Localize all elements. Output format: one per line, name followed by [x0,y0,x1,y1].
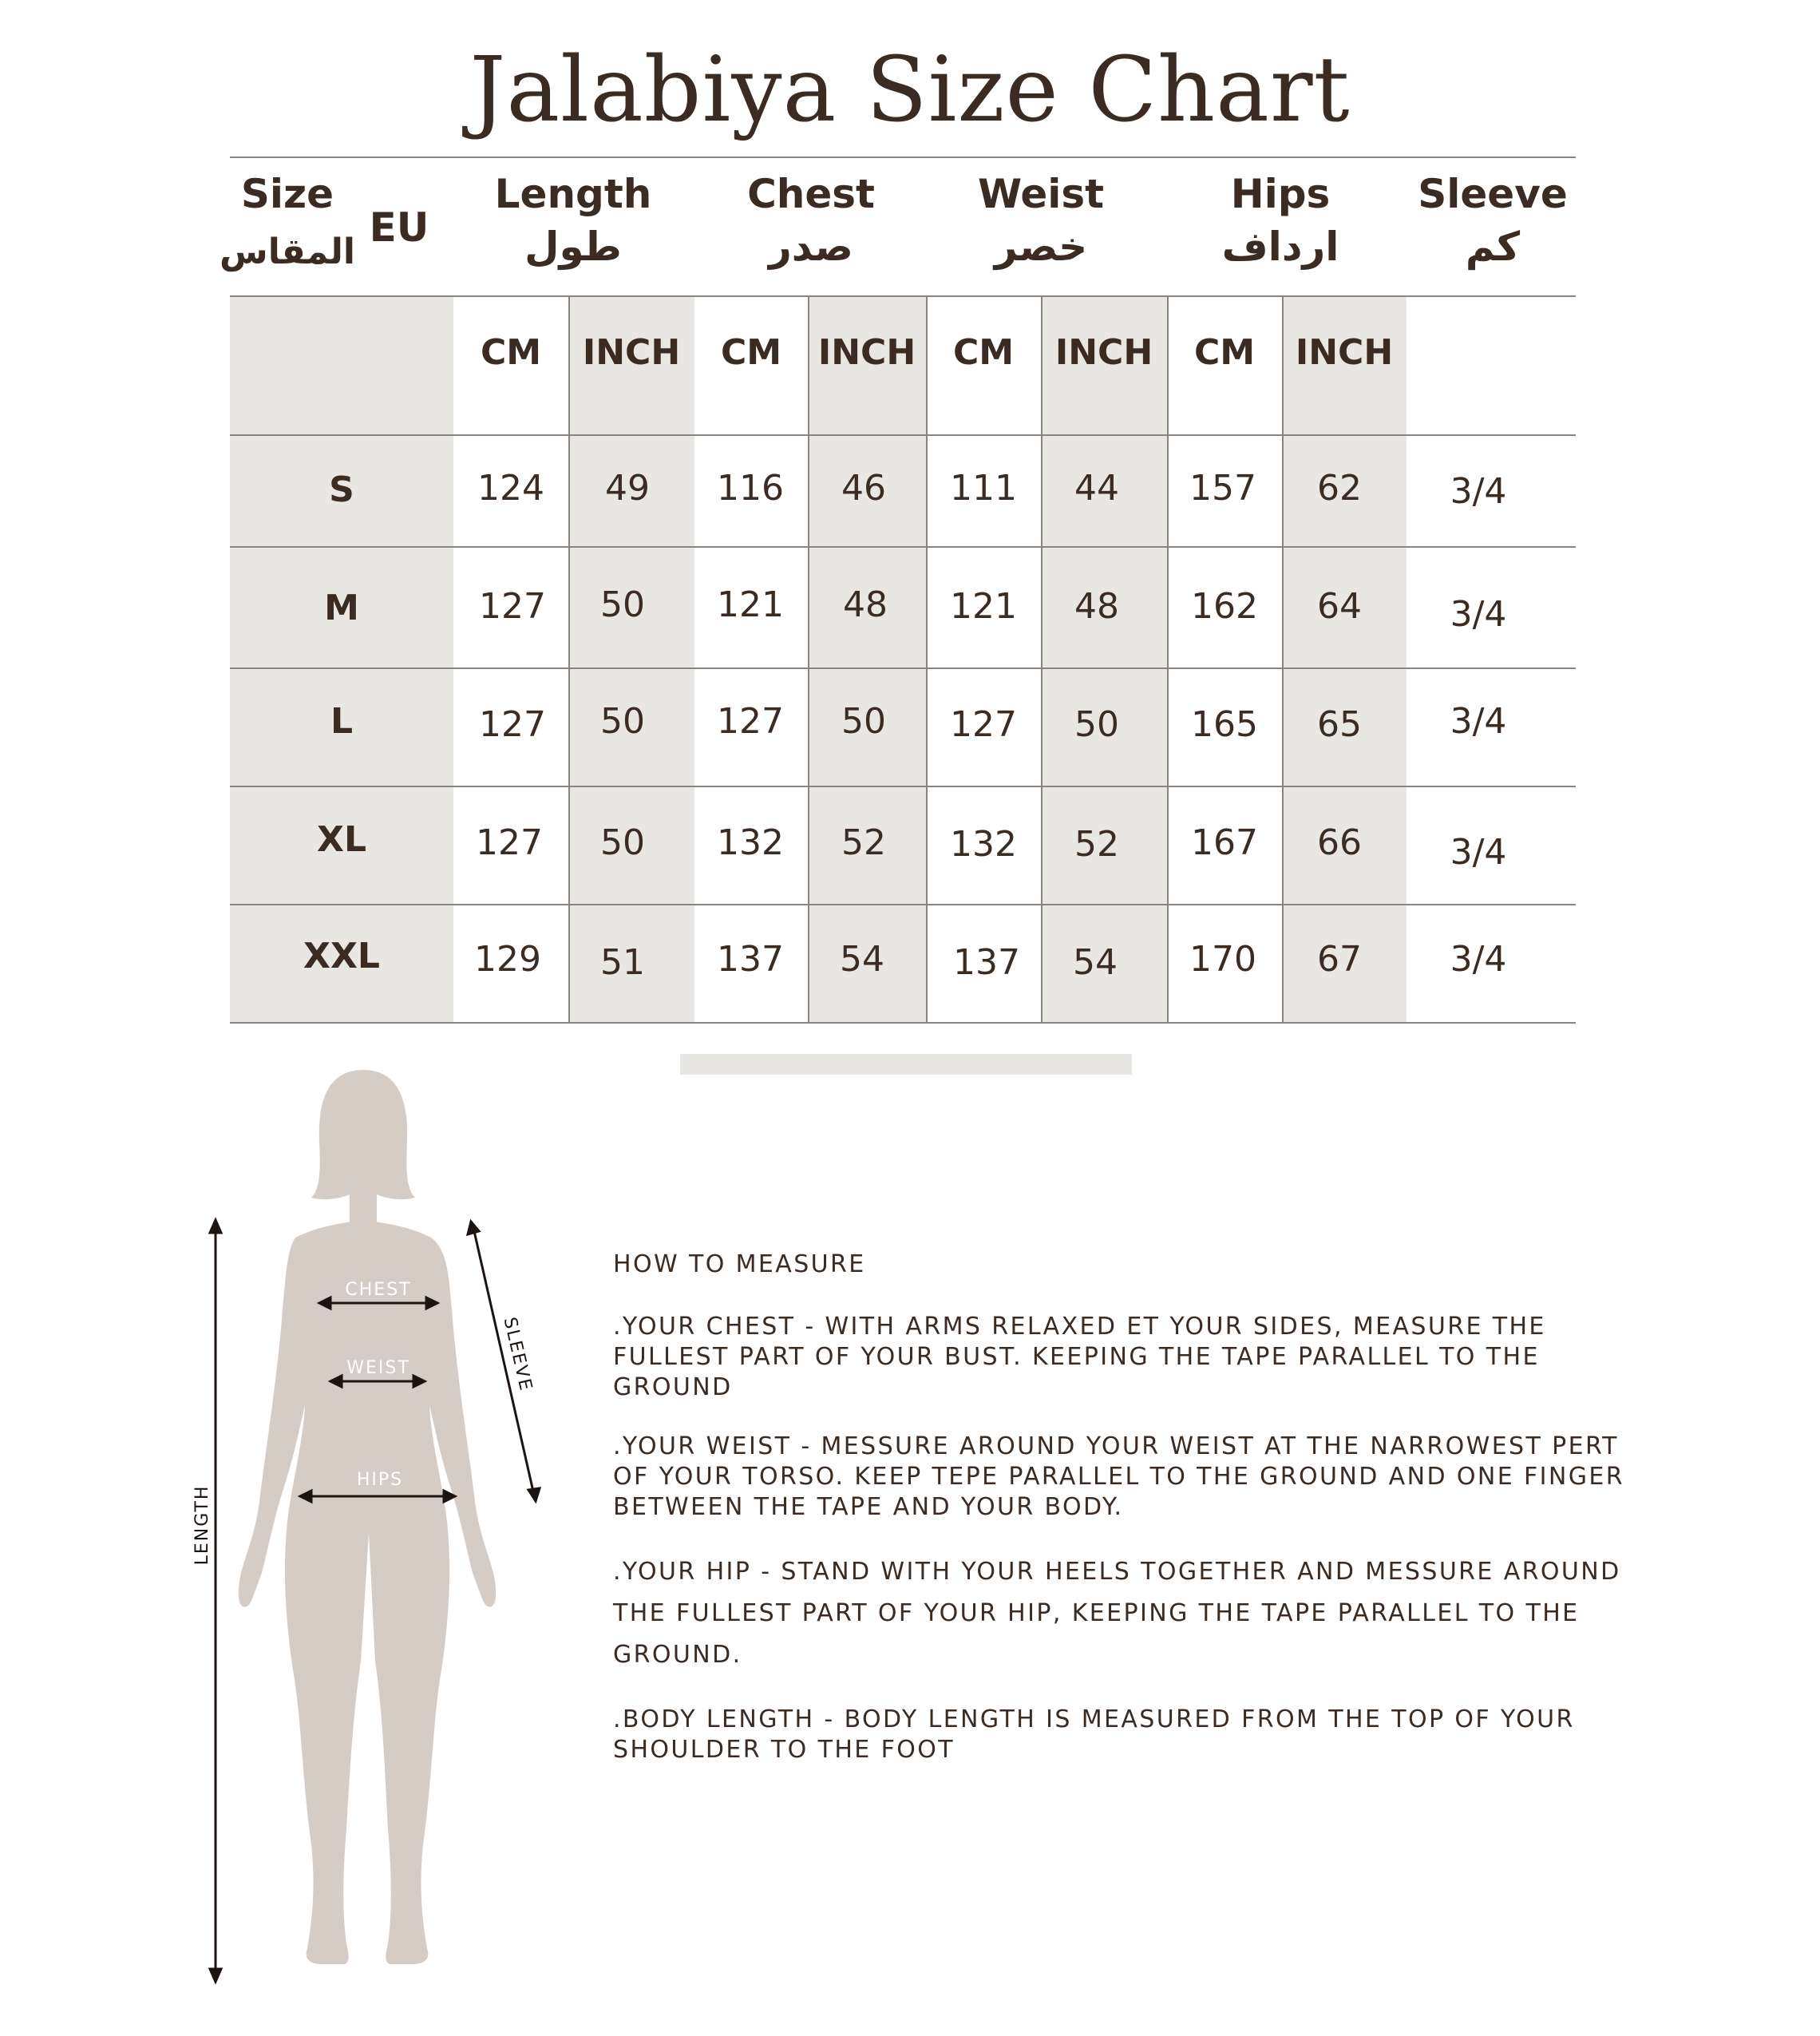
table-cell: 157 [1189,468,1256,509]
table-cell: 162 [1191,586,1258,627]
unit-hips-inch: INCH [1295,332,1394,373]
table-cell: 50 [1074,704,1119,745]
sleeve-label: SLEEVE [499,1315,536,1394]
instruction-length: .BODY LENGTH - BODY LENGTH IS MEASURED FROM THE TOP OF YOUR SHOULDER TO THE FOOT [613,1705,1575,1764]
rule-bottom [230,1022,1576,1024]
header-sleeve: Sleeve [1418,171,1568,217]
divider-hips [1282,295,1284,1022]
weist-inch-shade [1041,295,1167,1022]
unit-hips-cm: CM [1193,332,1256,373]
table-cell: 127 [476,822,543,863]
divider-chest-start [808,295,809,1022]
header-size-ar: المقاس [219,232,355,272]
table-cell: 111 [950,468,1017,509]
header-chest: Chest [747,171,875,217]
instruction-weist: .YOUR WEIST - MESSURE AROUND YOUR WEIST AT THE NARROWEST PERT OF YOUR TORSO. KEEP TEPE PARALLEL TO THE GROUND AND ONE FINGER BETWEEN THE TAPE AND YOUR BODY. [613,1432,1625,1521]
table-cell: 48 [843,584,888,625]
table-cell: 137 [717,939,784,980]
length-label: LENGTH [192,1484,212,1566]
rule-units [230,434,1576,436]
unit-weist-cm: CM [952,332,1015,373]
chest-inch-shade [808,295,926,1022]
table-cell: 3/4 [1450,594,1507,635]
table-row-size: XXL [303,936,380,976]
table-cell: 3/4 [1450,471,1507,512]
header-chest-ar: صدر [769,224,853,270]
table-cell: 121 [950,586,1017,627]
table-cell: 127 [950,704,1017,745]
table-cell: 165 [1191,704,1258,745]
table-cell: 51 [600,942,645,983]
silhouette [239,1070,496,1964]
chest-label: CHEST [345,1280,412,1300]
table-cell: 129 [474,939,541,980]
table-cell: 64 [1317,586,1362,627]
table-cell: 3/4 [1450,701,1507,742]
table-cell: 121 [717,584,784,625]
table-cell: 54 [840,939,884,980]
header-eu: EU [369,204,429,251]
table-row-size: XL [317,819,366,860]
table-cell: 170 [1189,939,1256,980]
header-hips-ar: ارداف [1221,224,1339,270]
divider-length [568,295,570,1022]
table-cell: 66 [1317,822,1362,863]
separator-bar [680,1054,1132,1075]
table-cell: 54 [1073,942,1118,983]
table-cell: 3/4 [1450,939,1507,980]
table-cell: 3/4 [1450,832,1507,873]
measure-instructions [613,1250,1635,1794]
rule-top [230,156,1576,158]
hips-inch-shade [1282,295,1407,1022]
weist-label: WEIST [346,1358,410,1378]
length-inch-shade [568,295,694,1022]
page-title: Jalabiya Size Chart [469,38,1351,142]
length-arrow [210,1220,221,1982]
table-cell: 132 [717,822,784,863]
unit-weist-inch: INCH [1054,332,1153,373]
table-cell: 48 [1074,586,1119,627]
table-cell: 65 [1317,704,1362,745]
instruction-hip: .YOUR HIP - STAND WITH YOUR HEELS TOGETHER AND MESSURE AROUND THE FULLEST PART OF YOUR HIP, KEEPING THE TAPE PARALLEL TO THE GROUND. [613,1558,1621,1669]
table-row-size: S [329,469,354,510]
instruction-chest: .YOUR CHEST - WITH ARMS RELAXED ET YOUR SIDES, MEASURE THE FULLEST PART OF YOUR BUST. KEEPING THE TAPE PARALLEL TO THE GROUND [613,1313,1546,1401]
body-measurement-figure [160,1054,575,1996]
table-cell: 127 [479,586,546,627]
table-cell: 44 [1074,468,1119,509]
rule-row-2 [230,667,1576,669]
size-column-shade [230,295,453,1022]
table-cell: 127 [479,704,546,745]
header-sleeve-ar: كم [1465,224,1521,270]
divider-weist [1041,295,1043,1022]
table-cell: 50 [841,701,886,742]
table-row-size: M [324,588,359,628]
rule-row-4 [230,904,1576,905]
header-weist: Weist [977,171,1105,217]
table-cell: 137 [953,942,1020,983]
header-length-ar: طول [524,224,622,270]
table-cell: 132 [950,824,1017,865]
header-weist-ar: خصر [994,224,1088,270]
rule-row-1 [230,546,1576,548]
unit-chest-cm: CM [720,332,782,373]
unit-length-inch: INCH [582,332,681,373]
table-cell: 124 [477,468,544,509]
table-cell: 50 [600,822,645,863]
rule-row-3 [230,786,1576,787]
header-size: Size [240,171,334,217]
table-cell: 46 [841,468,886,509]
table-cell: 49 [605,468,650,509]
table-cell: 116 [717,468,784,509]
table-cell: 127 [717,701,784,742]
table-cell: 62 [1317,468,1362,509]
table-row-size: L [330,701,354,742]
table-cell: 50 [600,584,645,625]
table-cell: 50 [600,701,645,742]
divider-weist-end [1167,295,1169,1022]
table-cell: 167 [1191,822,1258,863]
divider-chest-end [926,295,928,1022]
header-length: Length [494,171,652,217]
unit-length-cm: CM [480,332,542,373]
table-cell: 52 [1074,824,1119,865]
rule-header [230,295,1576,297]
unit-chest-inch: INCH [817,332,916,373]
table-cell: 52 [841,822,886,863]
hips-label: HIPS [356,1470,404,1490]
header-hips: Hips [1230,171,1331,217]
table-cell: 67 [1317,939,1362,980]
instructions-heading: HOW TO MEASURE [613,1250,866,1278]
